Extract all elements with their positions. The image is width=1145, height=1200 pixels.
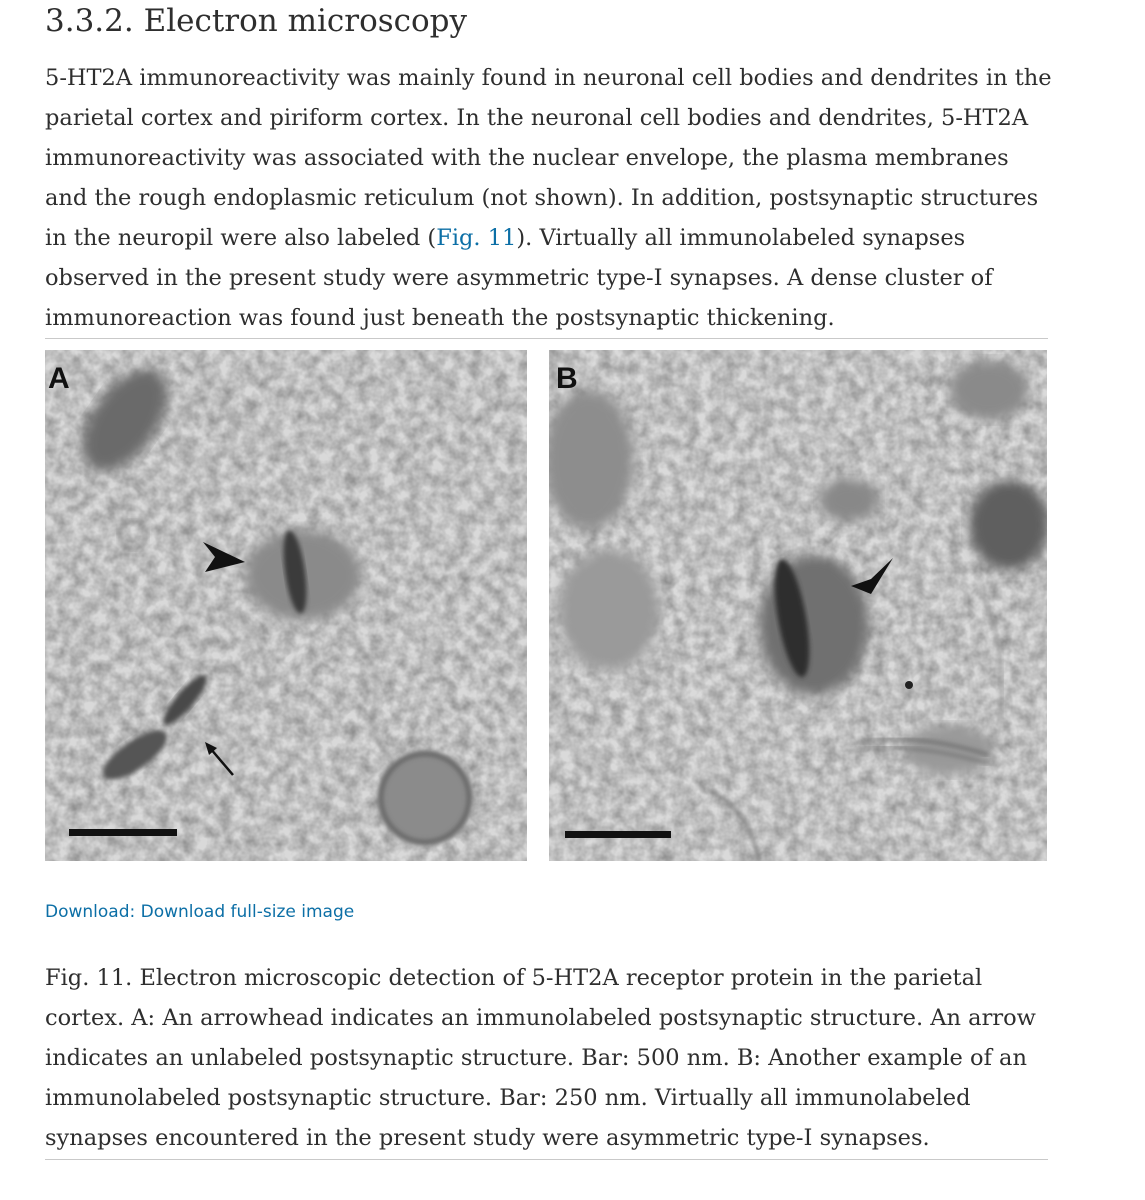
- download-line: [45, 902, 354, 922]
- scale-bar-a: [69, 829, 177, 836]
- section-heading: 3.3.2. Electron microscopy: [45, 3, 468, 39]
- download-prefix: Download:: [45, 902, 141, 922]
- micrograph-b-image: [549, 350, 1047, 861]
- paragraph-text-1: 5-HT2A immunoreactivity was mainly found in neuronal cell bodies and dendrites in the parietal cortex and piriform cortex. In the neuronal cell bodies and dendrites, 5-HT2A immunoreactivity was associated with the nuclear envelope, the plasma membranes and the rough endoplasmic reticulum (not shown). In addition, postsynaptic structures in the neuropil were also labeled (: [45, 65, 1052, 251]
- panel-a-label: A: [48, 362, 70, 395]
- download-full-size-link[interactable]: Download full-size image: [140, 902, 355, 922]
- panel-b-label: B: [556, 362, 578, 395]
- scale-bar-b: [565, 831, 671, 838]
- body-paragraph: [45, 58, 1055, 338]
- figure-caption: Fig. 11. Electron microscopic detection of 5-HT2A receptor protein in the parietal cortex. A: An arrowhead indicates an immunolabeled postsynaptic structure. An arrow indicates an unlabeled postsynaptic structure. Bar: 500 nm. B: Another example of an immunolabeled postsynaptic structure. Bar: 250 nm. Virtually all immunolabeled synapses encountered in the present study were asymmetric type-I synapses.: [45, 965, 1036, 1151]
- figure-11-link[interactable]: Fig. 11: [436, 225, 517, 251]
- micrograph-panel-a[interactable]: [45, 350, 527, 861]
- micrograph-a-image: [45, 350, 527, 861]
- paragraph-text-2: ). Virtually all immunolabeled synapses observed in the present study were asymmetric type-I synapses. A dense cluster of immunoreaction was found just beneath the postsynaptic thickening.: [45, 225, 993, 331]
- micrograph-panel-b[interactable]: [549, 350, 1047, 861]
- divider-top: [45, 338, 1048, 339]
- divider-bottom: [45, 1159, 1048, 1160]
